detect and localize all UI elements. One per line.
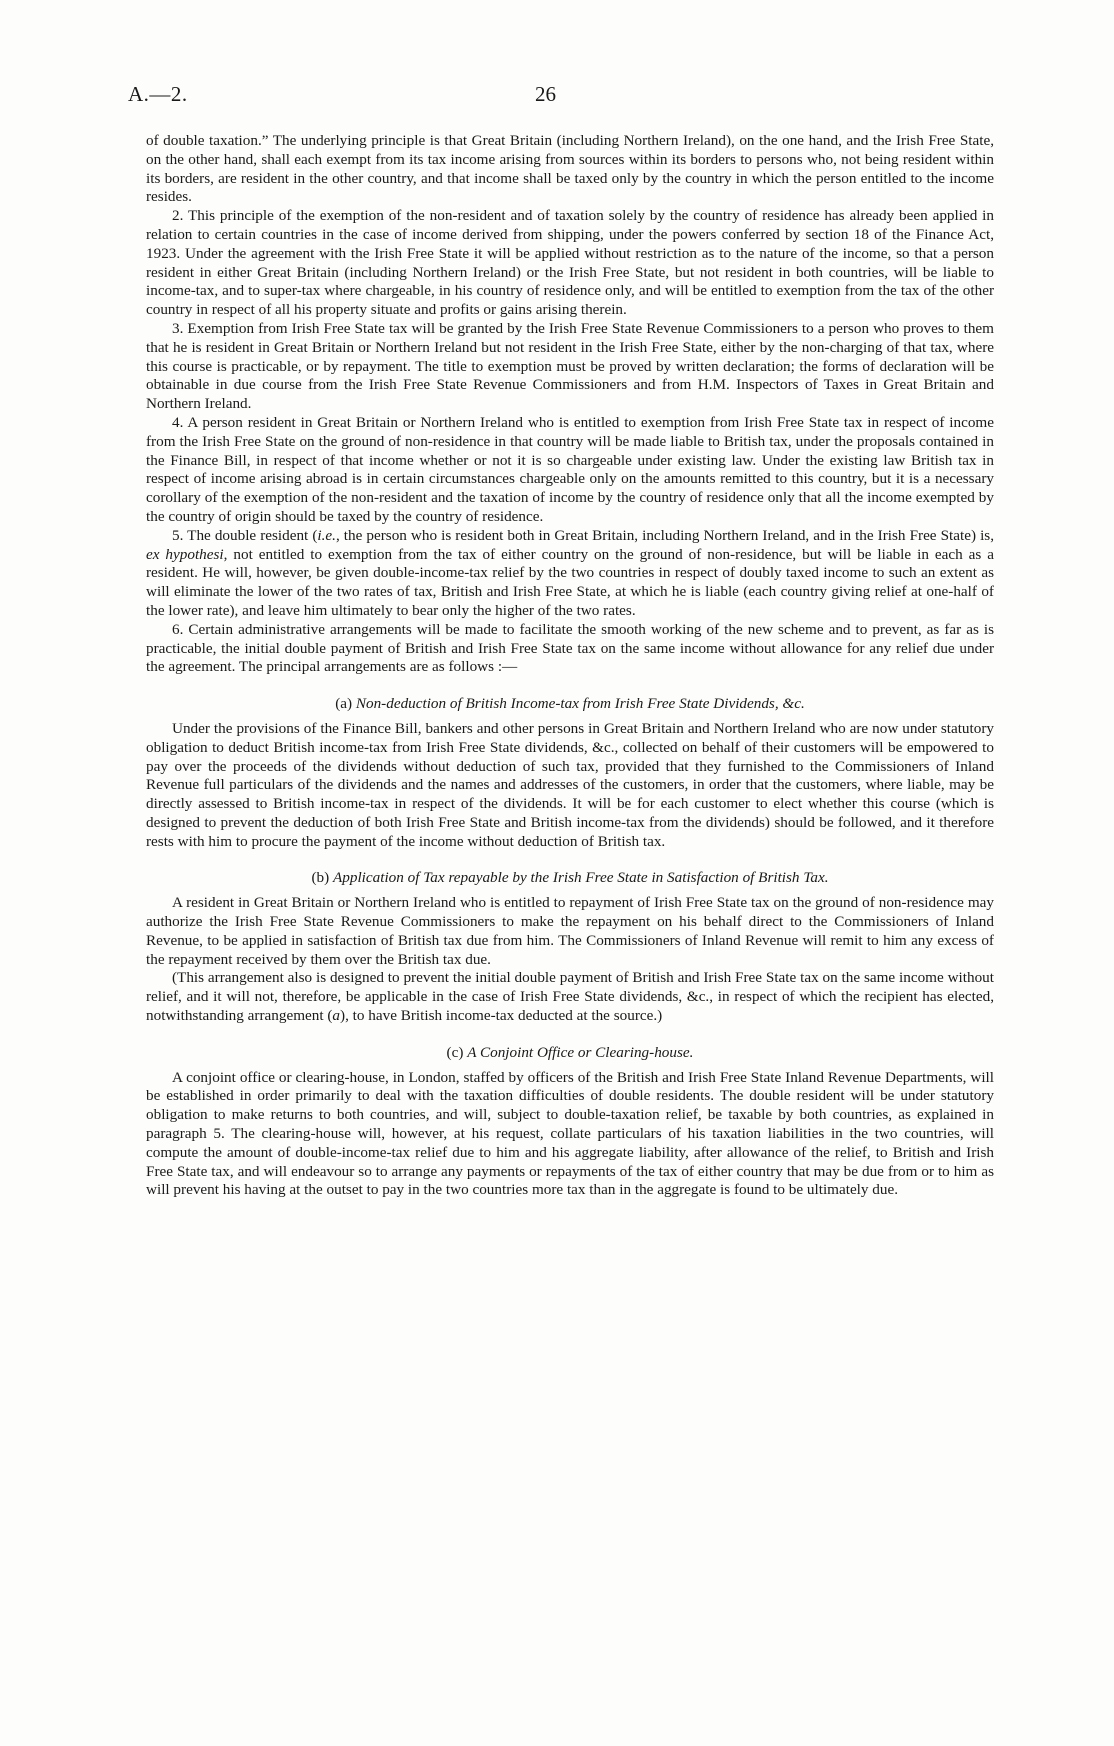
section-c-label: (c)	[446, 1043, 464, 1061]
page-number: 26	[535, 82, 556, 106]
paragraph-5-text: 5. The double resident (	[172, 526, 318, 544]
section-b-note	[146, 969, 994, 1025]
section-a-label: (a)	[335, 695, 353, 713]
section-a-text: Under the provisions of the Finance Bill, bankers and other persons in Great Britain and Northern Ireland who are now under statutory obligation to deduct British income-tax from Irish Free State dividends, &c., collected on behalf of their customers will be empowered to pay over the proceeds of the dividends without deduction of such tax, provided that they furnished to the Commissioners of Inland Revenue full particulars of the dividends and the names and addresses of the customers, in order that the customers, where liable, may be directly assessed to British income-tax in respect of the dividends. It will be for each customer to elect whether this course (which is designed to prevent the deduction of both Irish Free State and British income-tax from the dividends) should be followed, and it therefore rests with him to procure the payment of the income without deduction of British tax.	[146, 719, 994, 850]
paragraph-6: 6. Certain administrative arrangements will be made to facilitate the smooth working of the new scheme and to prevent, as far as is practicable, the initial double payment of British and Irish Free State tax on the same income without allowance for any relief due under the agreement. The principal arrangements are as follows :—	[146, 620, 994, 676]
paragraph-5-text: , not entitled to exemption from the tax of either country on the ground of non-residence, but will be liable in each as a resident. He will, however, be given double-income-tax relief by the two countries in respect of doubly taxed income to such an extent as will eliminate the lower of the two rates of tax, British and Irish Free State, at which he is liable (each country giving relief at one-half of the lower rate), and leave him ultimately to bear only the higher of the two rates.	[146, 545, 994, 619]
paragraph-3: 3. Exemption from Irish Free State tax will be granted by the Irish Free State Revenue Commissioners to a person who proves to them that he is resident in Great Britain or Northern Ireland but not resident in the Irish Free State, either by the non-charging of that tax, where this course is practicable, or by repayment. The title to exemption must be proved by written declaration; the forms of declaration will be obtainable in due course from the Irish Free State Revenue Commissioners and from H.M. Inspectors of Taxes in Great Britain and Northern Ireland.	[146, 319, 994, 413]
section-b-note-italic: a	[332, 1007, 341, 1025]
paragraph-continuation: of double taxation.” The underlying principle is that Great Britain (including Northern Ireland), on the one hand, and the Irish Free State, on the other hand, shall each exempt from its tax income arising from sources within its borders to persons who, not being resident within its borders, are resident in the other country, and that income shall be taxed only by the country in which the person entitled to the income resides.	[146, 132, 994, 206]
paragraph-4: 4. A person resident in Great Britain or Northern Ireland who is entitled to exemption from Irish Free State tax in respect of income from the Irish Free State on the ground of non-residence in that country will be made liable to British tax, under the proposals contained in the Finance Bill, in respect of that income whether or not it is so chargeable under existing law. Under the existing law British tax in respect of income arising abroad is in certain circumstances chargeable only on the amounts remitted to this country, but it is a necessary corollary of the exemption of the non-resident and the taxation of income by the country of residence only that all the income exempted by the country of origin should be taxed by the country of residence.	[146, 413, 994, 525]
paragraph-5-ex-hypothesi: ex hypothesi	[146, 545, 224, 563]
paragraph-5-ie: i.e.	[317, 526, 336, 544]
section-b-heading	[146, 869, 994, 888]
section-a-heading	[146, 695, 994, 714]
document-reference: A.—2.	[128, 82, 188, 106]
paragraph-2: 2. This principle of the exemption of the non-resident and of taxation solely by the country of residence has already been applied in relation to certain countries in the case of income derived from shipping, under the powers conferred by section 18 of the Finance Act, 1923. Under the agreement with the Irish Free State it will be applied without restriction as to the nature of the income, so that a person resident in either Great Britain (including Northern Ireland) or the Irish Free State, but not resident in both countries, will be liable to income-tax, and to super-tax where chargeable, in his country of residence only, and will be entitled to exemption from the tax of the other country in respect of all his property situate and profits or gains arising therein.	[146, 207, 994, 319]
section-c-text: A conjoint office or clearing-house, in London, staffed by officers of the British and Irish Free State Inland Revenue Departments, will be established in order primarily to deal with the taxation difficulties of double residents. The double resident will be under statutory obligation to make returns to both countries, and will, subject to double-taxation relief, be taxable by both countries, as explained in paragraph 5. The clearing-house will, however, at his request, collate particulars of his taxation liabilities in the two countries, will compute the amount of double-income-tax relief due to him and his aggregate liability, after allowance of the relief, to British and Irish Free State tax, and will endeavour so to arrange any payments or repayments of the tax of either country that may be due from or to him as will prevent his having at the outset to pay in the two countries more tax than in the aggregate is found to be ultimately due.	[146, 1068, 994, 1199]
section-c-heading	[146, 1044, 994, 1063]
section-b-note-text: ), to have British income-tax deducted at the source.)	[340, 1007, 663, 1025]
section-c-title: A Conjoint Office or Clearing-house.	[467, 1043, 694, 1061]
paragraph-5	[146, 527, 994, 621]
paragraph-5-text: , the person who is resident both in Great Britain, including Northern Ireland, and in the Irish Free State) is,	[335, 526, 994, 544]
section-b-note-text: (This arrangement also is designed to prevent the initial double payment of British and Irish Free State tax on the same income without relief, and it will not, therefore, be applicable in the case of Irish Free State dividends, &c., in respect of which the recipient has elected, notwithstanding arrangement (	[146, 969, 994, 1025]
section-b-text: A resident in Great Britain or Northern Ireland who is entitled to repayment of Irish Free State tax on the ground of non-residence may authorize the Irish Free State Revenue Commissioners to make the repayment on his behalf direct to the Commissioners of Inland Revenue, to be applied in satisfaction of British tax due from him. The Commissioners of Inland Revenue will remit to him any excess of the repayment received by them over the British tax due.	[146, 894, 994, 968]
section-b-title: Application of Tax repayable by the Irish Free State in Satisfaction of British Tax.	[332, 869, 829, 887]
section-b-label: (b)	[311, 869, 330, 887]
section-a-title: Non-deduction of British Income-tax from Irish Free State Dividends, &c.	[355, 695, 805, 713]
document-body	[146, 132, 994, 1200]
